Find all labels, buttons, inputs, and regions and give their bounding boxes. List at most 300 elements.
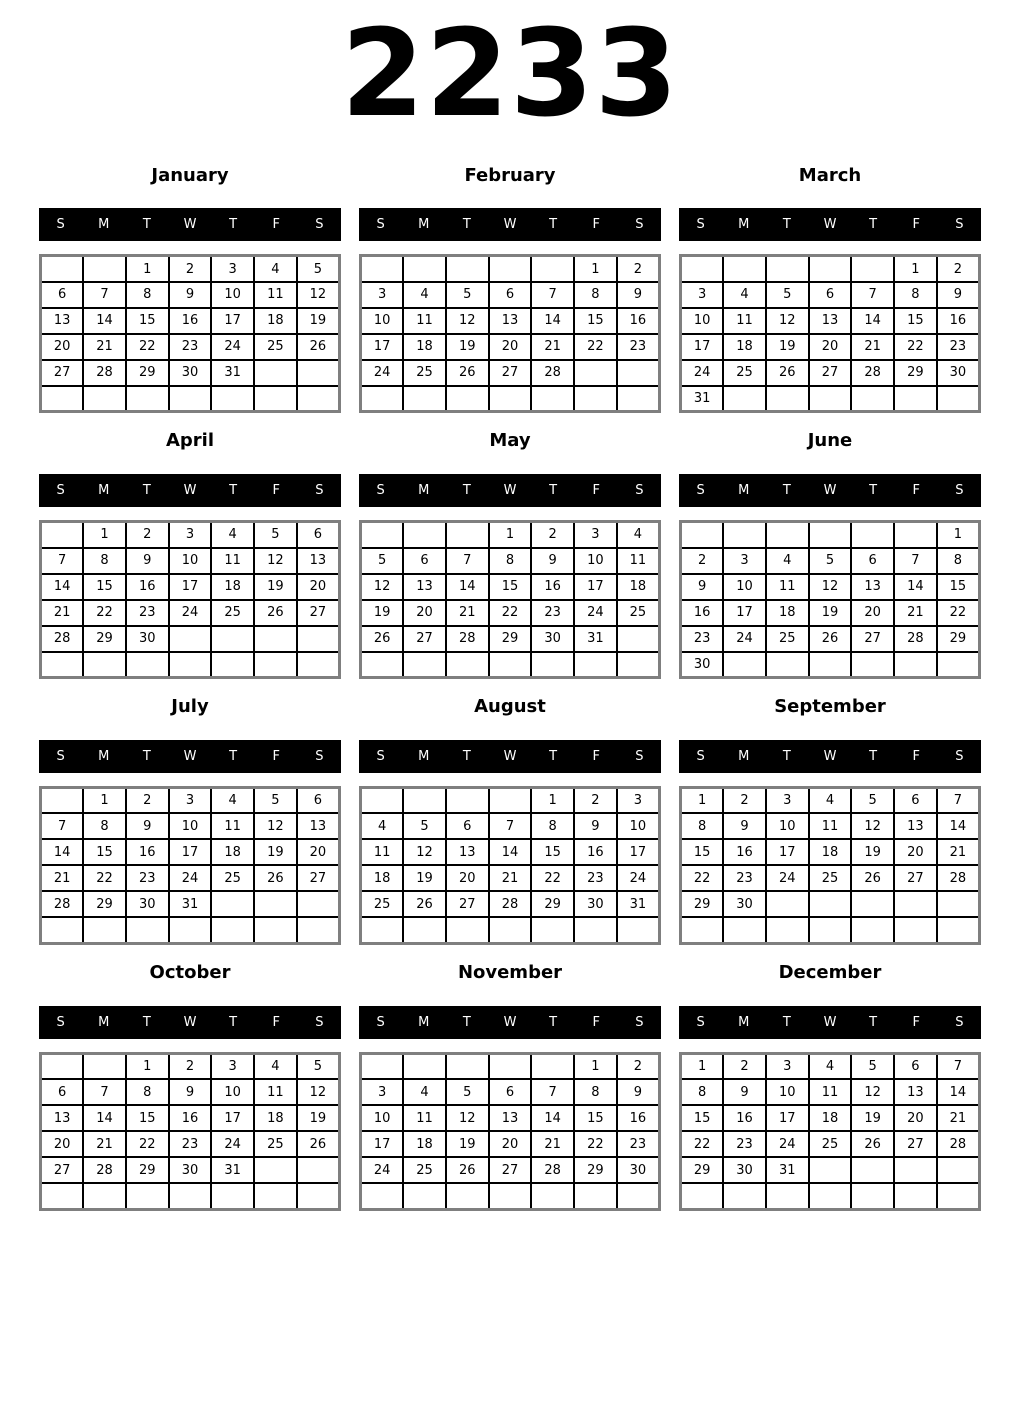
weekday-label: W	[503, 748, 517, 764]
weekday-label: T	[462, 748, 471, 764]
weekday-label: S	[56, 1014, 65, 1030]
day-cell-empty	[617, 652, 660, 678]
day-cell-empty	[361, 1183, 404, 1209]
day-cell: 29	[574, 1157, 617, 1183]
weekday-label: W	[183, 217, 197, 233]
day-cell: 6	[489, 282, 532, 308]
day-cell: 8	[489, 548, 532, 574]
month-december	[679, 951, 981, 1211]
day-cell: 26	[361, 626, 404, 652]
day-cell: 20	[446, 865, 489, 891]
week-row	[681, 1183, 980, 1209]
day-cell: 17	[169, 839, 212, 865]
day-cell-empty	[851, 386, 894, 412]
week-row	[361, 917, 660, 943]
day-cell: 16	[723, 1105, 766, 1131]
weekday-label: F	[912, 483, 921, 499]
day-cell: 28	[83, 360, 126, 386]
week-row	[41, 308, 340, 334]
day-cell: 7	[41, 813, 84, 839]
week-row	[681, 308, 980, 334]
day-cell: 18	[254, 308, 297, 334]
day-cell-empty	[254, 917, 297, 943]
day-cell: 20	[894, 839, 937, 865]
week-row	[41, 1157, 340, 1183]
day-cell: 14	[446, 574, 489, 600]
day-cell-empty	[937, 1157, 980, 1183]
day-cell-empty	[894, 522, 937, 548]
day-cell: 29	[894, 360, 937, 386]
day-cell: 26	[403, 891, 446, 917]
day-cell-empty	[851, 652, 894, 678]
week-row	[41, 813, 340, 839]
day-cell: 9	[937, 282, 980, 308]
day-cell-empty	[169, 917, 212, 943]
day-cell: 15	[894, 308, 937, 334]
week-row	[361, 652, 660, 678]
weekday-label: S	[696, 217, 705, 233]
day-cell: 1	[83, 522, 126, 548]
day-cell: 9	[681, 574, 724, 600]
week-row	[361, 626, 660, 652]
day-cell: 30	[937, 360, 980, 386]
day-cell: 18	[361, 865, 404, 891]
day-cell: 28	[489, 891, 532, 917]
day-cell: 17	[361, 1131, 404, 1157]
day-cell-empty	[361, 522, 404, 548]
weekday-label: S	[635, 1014, 644, 1030]
month-title: October	[149, 961, 231, 983]
week-row	[41, 839, 340, 865]
day-cell: 13	[41, 308, 84, 334]
day-cell: 18	[211, 839, 254, 865]
day-cell: 9	[531, 548, 574, 574]
day-cell: 7	[83, 1079, 126, 1105]
day-cell: 7	[894, 548, 937, 574]
day-cell: 27	[297, 865, 340, 891]
day-cell-empty	[766, 652, 809, 678]
day-cell-empty	[83, 256, 126, 282]
day-cell-empty	[723, 1183, 766, 1209]
day-cell: 16	[617, 308, 660, 334]
day-cell: 4	[211, 787, 254, 813]
day-cell: 28	[937, 865, 980, 891]
day-cell: 16	[937, 308, 980, 334]
day-cell: 7	[531, 282, 574, 308]
day-cell: 19	[851, 1105, 894, 1131]
day-cell-empty	[403, 1053, 446, 1079]
day-cell: 24	[617, 865, 660, 891]
week-row	[681, 282, 980, 308]
weekday-label: S	[56, 483, 65, 499]
day-cell: 2	[681, 548, 724, 574]
day-cell: 17	[723, 600, 766, 626]
day-cell-empty	[531, 386, 574, 412]
day-cell-empty	[489, 1183, 532, 1209]
day-cell-empty	[489, 256, 532, 282]
weekday-label: S	[955, 1014, 964, 1030]
day-cell: 30	[531, 626, 574, 652]
weekday-label: W	[503, 217, 517, 233]
day-cell-empty	[531, 652, 574, 678]
day-cell-empty	[403, 652, 446, 678]
weekday-label: T	[142, 217, 151, 233]
weekday-label: F	[912, 217, 921, 233]
day-cell: 30	[126, 891, 169, 917]
weekday-header	[359, 1006, 661, 1039]
day-cell: 15	[937, 574, 980, 600]
month-june	[679, 419, 981, 679]
day-cell: 28	[446, 626, 489, 652]
weekday-label: T	[229, 1014, 238, 1030]
month-title: November	[457, 961, 563, 983]
weekday-label: W	[823, 1014, 837, 1030]
day-cell: 15	[83, 574, 126, 600]
day-cell: 18	[809, 839, 852, 865]
day-cell: 16	[723, 839, 766, 865]
day-cell-empty	[297, 386, 340, 412]
day-cell: 20	[489, 334, 532, 360]
day-cell: 2	[723, 1053, 766, 1079]
day-cell-empty	[766, 256, 809, 282]
day-cell: 21	[531, 334, 574, 360]
month-grid	[359, 520, 661, 679]
day-cell: 31	[617, 891, 660, 917]
day-cell: 12	[809, 574, 852, 600]
day-cell-empty	[297, 917, 340, 943]
weekday-label: T	[549, 1014, 558, 1030]
month-title: May	[489, 430, 531, 452]
weekday-label: T	[462, 1014, 471, 1030]
day-cell: 19	[361, 600, 404, 626]
day-cell: 17	[681, 334, 724, 360]
day-cell: 9	[126, 813, 169, 839]
day-cell: 10	[169, 548, 212, 574]
day-cell: 11	[361, 839, 404, 865]
day-cell: 22	[574, 1131, 617, 1157]
week-row	[41, 1183, 340, 1209]
day-cell-empty	[851, 1183, 894, 1209]
day-cell: 3	[574, 522, 617, 548]
day-cell: 6	[489, 1079, 532, 1105]
day-cell: 12	[446, 1105, 489, 1131]
month-february	[359, 154, 661, 414]
day-cell: 18	[766, 600, 809, 626]
week-row	[361, 1053, 660, 1079]
day-cell: 25	[254, 1131, 297, 1157]
day-cell: 26	[254, 865, 297, 891]
weekday-header	[679, 474, 981, 507]
day-cell-empty	[403, 1183, 446, 1209]
day-cell: 6	[41, 1079, 84, 1105]
day-cell-empty	[809, 1157, 852, 1183]
day-cell: 5	[766, 282, 809, 308]
day-cell: 31	[766, 1157, 809, 1183]
day-cell-empty	[851, 1157, 894, 1183]
day-cell: 9	[169, 1079, 212, 1105]
day-cell: 2	[126, 787, 169, 813]
day-cell-empty	[809, 917, 852, 943]
day-cell: 30	[169, 1157, 212, 1183]
day-cell: 1	[531, 787, 574, 813]
day-cell: 5	[809, 548, 852, 574]
day-cell: 6	[809, 282, 852, 308]
day-cell: 11	[211, 548, 254, 574]
day-cell-empty	[574, 360, 617, 386]
day-cell: 23	[126, 600, 169, 626]
day-cell-empty	[723, 386, 766, 412]
day-cell-empty	[937, 386, 980, 412]
day-cell-empty	[489, 1053, 532, 1079]
day-cell: 6	[297, 522, 340, 548]
day-cell: 19	[446, 334, 489, 360]
day-cell-empty	[681, 1183, 724, 1209]
month-title: March	[798, 164, 862, 186]
day-cell: 9	[126, 548, 169, 574]
weekday-label: T	[869, 483, 878, 499]
weekday-label: M	[738, 1014, 750, 1030]
week-row	[681, 813, 980, 839]
weekday-header	[679, 208, 981, 241]
day-cell: 19	[297, 1105, 340, 1131]
week-row	[41, 334, 340, 360]
day-cell: 12	[297, 1079, 340, 1105]
weekday-label: T	[549, 483, 558, 499]
day-cell-empty	[297, 626, 340, 652]
day-cell: 1	[681, 1053, 724, 1079]
day-cell: 22	[681, 865, 724, 891]
day-cell: 10	[766, 813, 809, 839]
day-cell-empty	[83, 386, 126, 412]
week-row	[681, 652, 980, 678]
month-grid	[359, 1052, 661, 1211]
day-cell: 27	[489, 360, 532, 386]
day-cell-empty	[169, 652, 212, 678]
day-cell: 31	[681, 386, 724, 412]
day-cell: 23	[617, 334, 660, 360]
day-cell-empty	[809, 891, 852, 917]
week-row	[41, 917, 340, 943]
day-cell-empty	[83, 917, 126, 943]
week-row	[41, 652, 340, 678]
month-grid	[679, 520, 981, 679]
day-cell-empty	[41, 652, 84, 678]
day-cell: 11	[766, 574, 809, 600]
month-grid	[39, 786, 341, 945]
day-cell: 31	[574, 626, 617, 652]
day-cell: 7	[531, 1079, 574, 1105]
day-cell: 29	[937, 626, 980, 652]
day-cell: 2	[937, 256, 980, 282]
day-cell: 25	[809, 865, 852, 891]
day-cell-empty	[83, 1053, 126, 1079]
week-row	[41, 1053, 340, 1079]
day-cell: 2	[531, 522, 574, 548]
day-cell: 9	[169, 282, 212, 308]
weekday-label: F	[592, 483, 601, 499]
day-cell: 8	[126, 282, 169, 308]
day-cell: 22	[489, 600, 532, 626]
day-cell: 8	[681, 813, 724, 839]
day-cell: 29	[126, 360, 169, 386]
day-cell-empty	[809, 522, 852, 548]
day-cell: 21	[83, 1131, 126, 1157]
day-cell: 13	[809, 308, 852, 334]
week-row	[681, 522, 980, 548]
weekday-label: M	[98, 748, 110, 764]
weekday-header	[39, 740, 341, 773]
day-cell: 30	[169, 360, 212, 386]
day-cell: 21	[937, 1105, 980, 1131]
day-cell: 28	[531, 1157, 574, 1183]
weekday-header	[359, 208, 661, 241]
day-cell: 23	[126, 865, 169, 891]
day-cell: 27	[809, 360, 852, 386]
weekday-label: W	[823, 217, 837, 233]
day-cell: 12	[254, 548, 297, 574]
weekday-label: W	[823, 483, 837, 499]
day-cell-empty	[617, 917, 660, 943]
day-cell: 9	[723, 1079, 766, 1105]
weekday-label: W	[183, 1014, 197, 1030]
day-cell: 6	[894, 787, 937, 813]
day-cell: 29	[126, 1157, 169, 1183]
day-cell: 13	[894, 1079, 937, 1105]
day-cell: 7	[446, 548, 489, 574]
day-cell: 26	[297, 1131, 340, 1157]
weekday-label: S	[56, 748, 65, 764]
day-cell: 7	[851, 282, 894, 308]
day-cell-empty	[126, 917, 169, 943]
month-title: June	[807, 430, 853, 452]
day-cell-empty	[361, 787, 404, 813]
day-cell: 11	[723, 308, 766, 334]
day-cell: 3	[169, 787, 212, 813]
weekday-header	[39, 208, 341, 241]
weekday-label: S	[955, 217, 964, 233]
calendar-grid	[0, 154, 1020, 1211]
day-cell: 30	[723, 1157, 766, 1183]
week-row	[41, 386, 340, 412]
weekday-label: M	[98, 483, 110, 499]
week-row	[41, 574, 340, 600]
day-cell-empty	[574, 1183, 617, 1209]
day-cell: 15	[126, 308, 169, 334]
weekday-label: T	[869, 217, 878, 233]
day-cell: 31	[211, 1157, 254, 1183]
week-row	[361, 600, 660, 626]
day-cell: 24	[574, 600, 617, 626]
week-row	[681, 386, 980, 412]
day-cell: 15	[126, 1105, 169, 1131]
week-row	[361, 813, 660, 839]
day-cell: 27	[297, 600, 340, 626]
day-cell: 12	[766, 308, 809, 334]
week-row	[361, 1105, 660, 1131]
day-cell-empty	[446, 1183, 489, 1209]
weekday-label: W	[823, 748, 837, 764]
day-cell: 27	[446, 891, 489, 917]
day-cell: 29	[83, 891, 126, 917]
day-cell-empty	[851, 891, 894, 917]
day-cell-empty	[297, 360, 340, 386]
day-cell: 19	[851, 839, 894, 865]
day-cell: 28	[937, 1131, 980, 1157]
weekday-header	[39, 1006, 341, 1039]
day-cell-empty	[617, 1183, 660, 1209]
day-cell: 26	[851, 865, 894, 891]
day-cell: 14	[83, 1105, 126, 1131]
month-title: September	[774, 696, 886, 718]
day-cell: 27	[489, 1157, 532, 1183]
day-cell: 22	[937, 600, 980, 626]
day-cell: 30	[617, 1157, 660, 1183]
day-cell: 14	[489, 839, 532, 865]
day-cell: 9	[574, 813, 617, 839]
weekday-label: F	[912, 1014, 921, 1030]
month-october	[39, 951, 341, 1211]
weekday-label: W	[503, 1014, 517, 1030]
day-cell: 4	[617, 522, 660, 548]
day-cell: 10	[211, 1079, 254, 1105]
day-cell-empty	[41, 1183, 84, 1209]
day-cell: 23	[169, 334, 212, 360]
day-cell: 23	[574, 865, 617, 891]
day-cell: 5	[851, 1053, 894, 1079]
day-cell-empty	[403, 386, 446, 412]
day-cell: 4	[254, 1053, 297, 1079]
day-cell-empty	[937, 652, 980, 678]
day-cell-empty	[574, 386, 617, 412]
day-cell-empty	[126, 652, 169, 678]
day-cell: 19	[403, 865, 446, 891]
week-row	[41, 626, 340, 652]
weekday-label: S	[315, 483, 324, 499]
day-cell: 15	[83, 839, 126, 865]
day-cell: 4	[809, 1053, 852, 1079]
week-row	[681, 1131, 980, 1157]
month-grid	[359, 786, 661, 945]
weekday-label: T	[462, 483, 471, 499]
week-row	[681, 839, 980, 865]
day-cell-empty	[766, 1183, 809, 1209]
day-cell-empty	[723, 256, 766, 282]
day-cell: 9	[617, 1079, 660, 1105]
day-cell-empty	[723, 917, 766, 943]
day-cell-empty	[851, 917, 894, 943]
day-cell: 24	[211, 334, 254, 360]
day-cell: 21	[41, 600, 84, 626]
day-cell-empty	[169, 626, 212, 652]
day-cell: 5	[403, 813, 446, 839]
day-cell: 9	[617, 282, 660, 308]
day-cell: 4	[254, 256, 297, 282]
day-cell: 8	[531, 813, 574, 839]
day-cell: 15	[681, 1105, 724, 1131]
day-cell: 22	[126, 1131, 169, 1157]
day-cell-empty	[681, 256, 724, 282]
week-row	[361, 839, 660, 865]
day-cell: 12	[297, 282, 340, 308]
day-cell: 12	[851, 1079, 894, 1105]
day-cell: 2	[617, 1053, 660, 1079]
weekday-label: S	[376, 483, 385, 499]
day-cell: 24	[723, 626, 766, 652]
week-row	[41, 787, 340, 813]
day-cell: 27	[894, 865, 937, 891]
day-cell: 8	[937, 548, 980, 574]
day-cell-empty	[403, 787, 446, 813]
